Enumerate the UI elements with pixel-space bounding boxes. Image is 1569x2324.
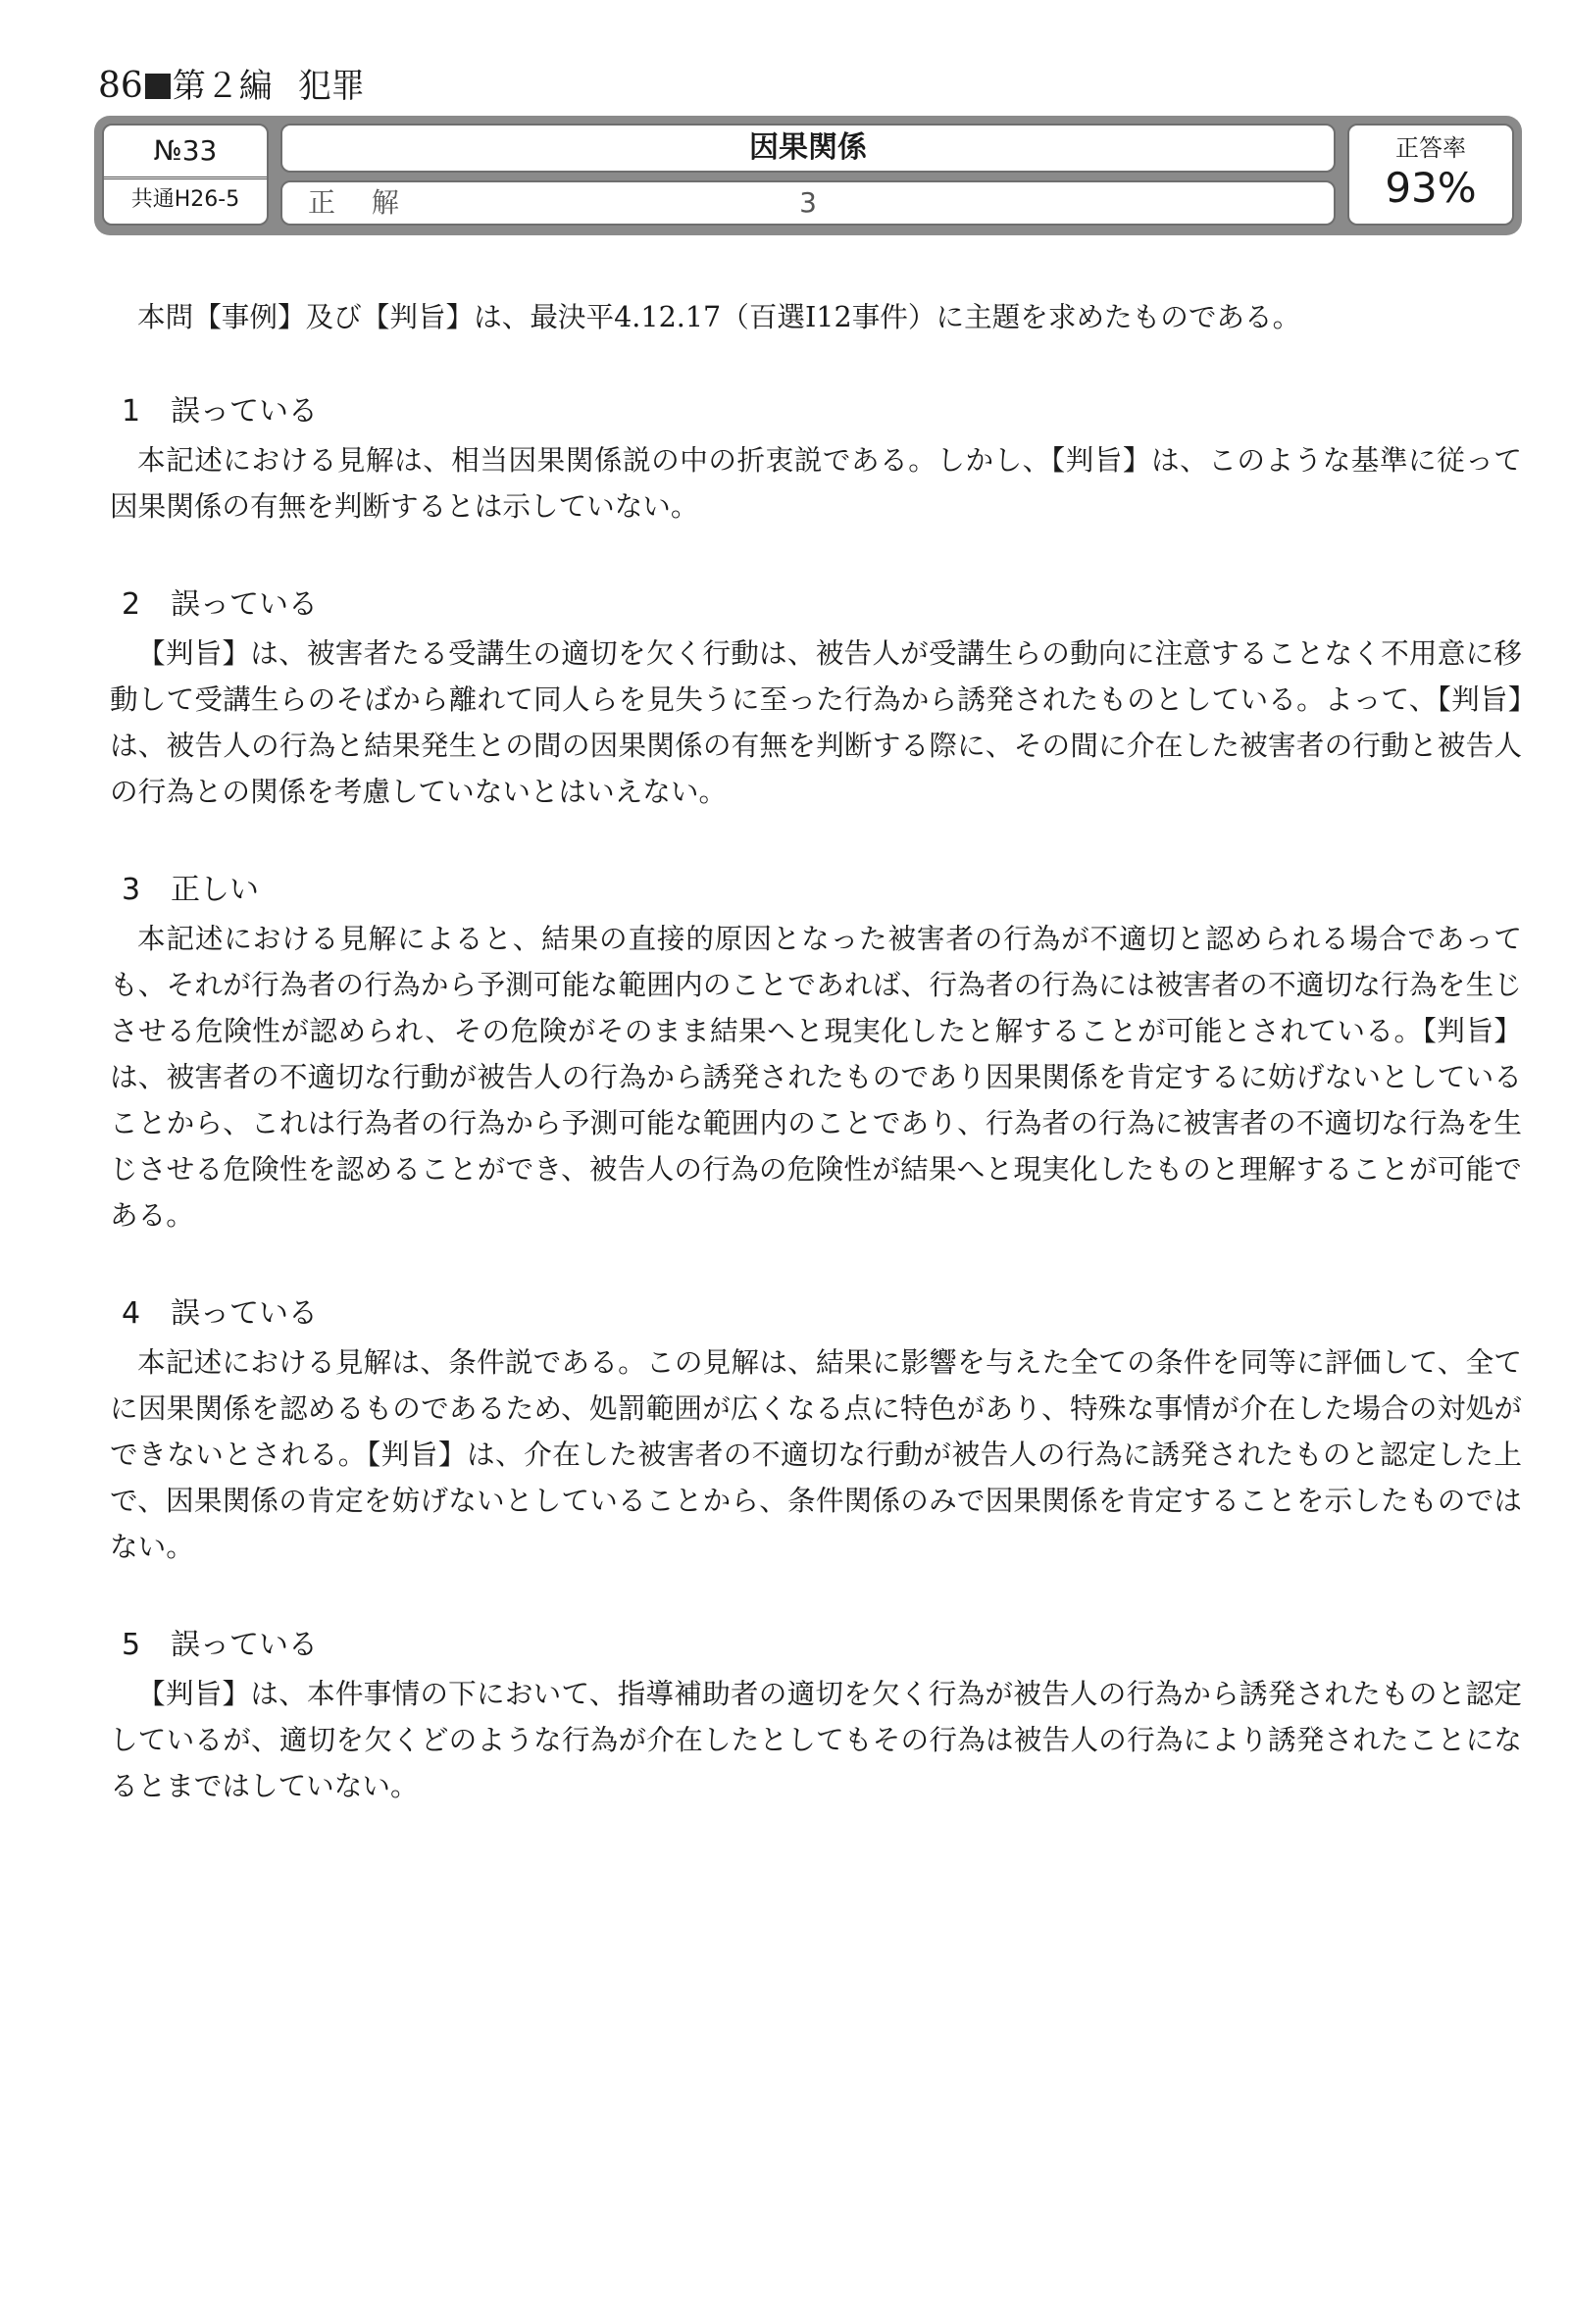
correct-rate-cell (1347, 124, 1514, 226)
explanation-section (110, 388, 1522, 530)
section-number: 3 (122, 873, 141, 907)
question-source: 共通H26-5 (130, 187, 240, 212)
square-bullet-icon (145, 74, 171, 99)
section-heading (122, 581, 1522, 628)
section-verdict: 誤っている (171, 1628, 318, 1662)
section-heading (122, 1290, 1522, 1337)
question-number: №33 (104, 126, 267, 179)
correct-rate-value: 93% (1385, 164, 1477, 212)
section-text: 本記述における見解は、条件説である。この見解は、結果に影響を与えた全ての条件を同等に評価して、全てに因果関係を認めるものであるため、処罰範囲が広くなる点に特色があり、特殊な事情が介在した場合の対処ができないとされる。【判旨】は、介在した被害者の不適切な行動が被告人の行為に誘発されたものと認定した上で、因果関係の肯定を妨げないとしていることから、条件関係のみで因果関係を肯定することを示したものではない。 (110, 1345, 1522, 1563)
section-heading (122, 388, 1522, 434)
section-text: 本記述における見解は、相当因果関係説の中の折衷説である。しかし、【判旨】は、このような基準に従って因果関係の有無を判断するとは示していない。 (110, 443, 1522, 523)
section-text: 本記述における見解によると、結果の直接的原因となった被害者の行為が不適切と認められる場合であっても、それが行為者の行為から予測可能な範囲内のことであれば、行為者の行為には被害者の不適切な行為を生じさせる危険性が認められ、その危険がそのまま結果へと現実化したと解することが可能とされている。【判旨】は、被害者の不適切な行動が被告人の行為から誘発されたものであり因果関係を肯定するに妨げないとしていることから、これは行為者の行為から予測可能な範囲内のことであり、行為者の行為に被害者の不適切な行為を生じさせる危険性を認めることができ、被告人の行為の危険性が結果へと現実化したものと理解することが可能である。 (110, 922, 1522, 1232)
question-number-cell (102, 124, 269, 226)
explanation-body (110, 294, 1522, 1861)
section-heading (122, 1622, 1522, 1668)
answer-value: 3 (799, 186, 817, 219)
correct-rate-label: 正答率 (1395, 134, 1466, 162)
question-topic: 因果関係 (280, 124, 1336, 173)
page-number: 86 (98, 66, 143, 106)
part-title: 犯罪 (297, 67, 365, 106)
explanation-section (110, 1290, 1522, 1570)
section-number: 4 (122, 1296, 141, 1331)
section-text: 【判旨】は、本件事情の下において、指導補助者の適切を欠く行為が被告人の行為から誘発されたものと認定しているが、適切を欠くどのような行為が介在したとしてもその行為は被告人の行為により誘発されたことになるとまではしていない。 (110, 1677, 1522, 1802)
part-label: 第２編 (172, 67, 273, 106)
section-number: 2 (122, 587, 141, 622)
section-number: 1 (122, 394, 141, 429)
answer-cell (280, 180, 1336, 226)
explanation-section (110, 581, 1522, 815)
intro-paragraph: 本問【事例】及び【判旨】は、最決平4.12.17（百選Ⅰ12事件）に主題を求めたものである。 (137, 300, 1301, 333)
question-info-box (94, 116, 1522, 235)
answer-label: 正 解 (308, 186, 413, 219)
section-verdict: 誤っている (171, 1296, 318, 1331)
page-header (98, 63, 365, 110)
section-verdict: 正しい (171, 873, 259, 907)
section-number: 5 (122, 1628, 141, 1662)
explanation-section (110, 867, 1522, 1238)
section-verdict: 誤っている (171, 587, 318, 622)
explanation-section (110, 1622, 1522, 1809)
section-text: 【判旨】は、被害者たる受講生の適切を欠く行動は、被告人が受講生らの動向に注意することなく不用意に移動して受講生らのそばから離れて同人らを見失うに至った行為から誘発されたものとしている。よって、【判旨】は、被告人の行為と結果発生との間の因果関係の有無を判断する際に、その間に介在した被害者の行動と被告人の行為との関係を考慮していないとはいえない。 (110, 636, 1522, 808)
section-heading (122, 867, 1522, 913)
section-verdict: 誤っている (171, 394, 318, 429)
